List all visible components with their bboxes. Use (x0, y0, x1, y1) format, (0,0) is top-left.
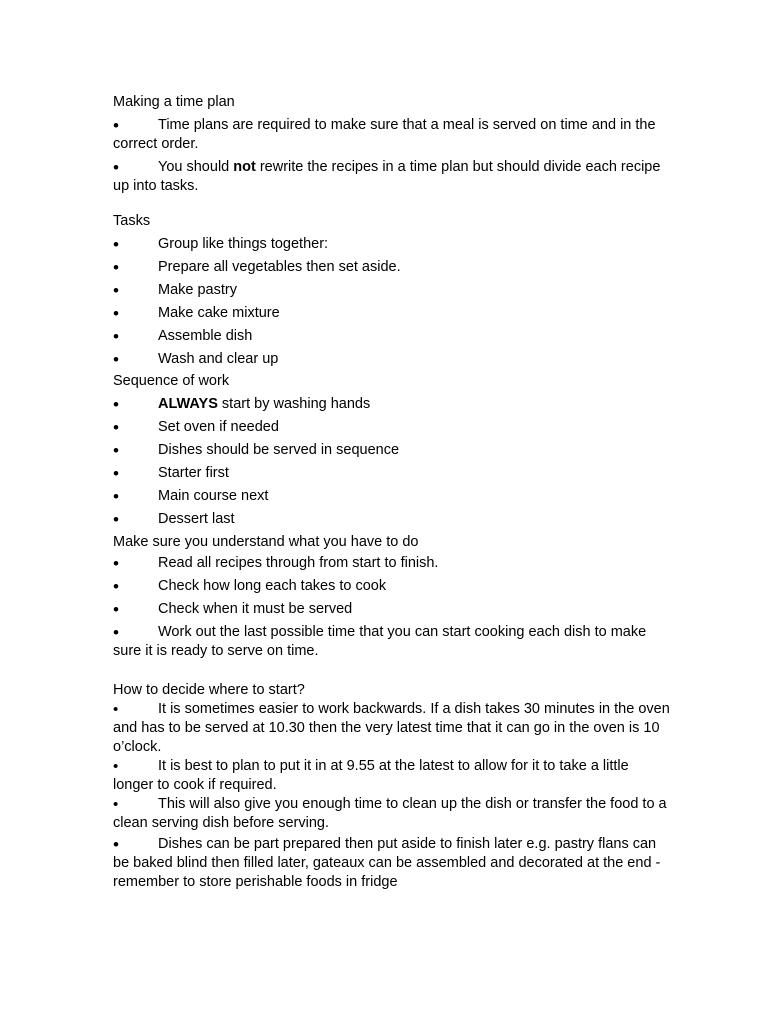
bullet-icon: • (113, 600, 119, 619)
list-item: • Group like things together: (113, 235, 329, 254)
section-where-to-start (113, 681, 673, 892)
bullet-icon: • (113, 487, 119, 506)
list-item: • Prepare all vegetables then set aside. (113, 258, 401, 277)
bullet-icon: • (113, 835, 119, 854)
bullet-icon: • (113, 796, 119, 813)
list-item: • Dishes can be part prepared then put aside to finish later e.g. pastry flans can be baked blind then filled later, gateaux can be assembled and decorated at the end - remember to store perishable foods in fridge (113, 835, 661, 890)
list-item: • Dishes should be served in sequence (113, 441, 400, 460)
bullet-icon: • (113, 395, 119, 414)
bullet-icon: • (113, 258, 119, 277)
list-item: • Set oven if needed (113, 418, 279, 437)
bullet-icon: • (113, 350, 119, 369)
bullet-icon: • (113, 510, 119, 529)
list-item: • You should not rewrite the recipes in a time plan but should divide each recipe up into tasks. (113, 158, 661, 194)
heading-where-to-start: How to decide where to start? (113, 682, 305, 698)
bullet-icon: • (113, 441, 119, 460)
list-item: • Assemble dish (113, 327, 253, 346)
list-item: • Make cake mixture (113, 304, 280, 323)
list-item: • Dessert last (113, 510, 235, 529)
list-item: • Wash and clear up (113, 350, 279, 369)
list-item: • Work out the last possible time that you can start cooking each dish to make sure it is ready to serve on time. (113, 623, 647, 659)
bullet-icon: • (113, 327, 119, 346)
list-item: • Main course next (113, 487, 269, 506)
list-item: • Check how long each takes to cook (113, 577, 387, 596)
heading-making-time-plan: Making a time plan (113, 94, 235, 110)
section-making-time-plan (113, 93, 673, 196)
bullet-icon: • (113, 577, 119, 596)
bullet-icon: • (113, 554, 119, 573)
bullet-icon: • (113, 158, 119, 177)
bullet-icon: • (113, 304, 119, 323)
bullet-icon: • (113, 464, 119, 483)
section-understand (113, 533, 673, 661)
bullet-icon: • (113, 235, 119, 254)
bullet-icon: • (113, 701, 119, 718)
list-item: • Starter first (113, 464, 229, 483)
list-item: • ALWAYS start by washing hands (113, 395, 371, 414)
bullet-icon: • (113, 758, 119, 775)
list-item: • It is best to plan to put it in at 9.55 at the latest to allow for it to take a little longer to cook if required. (113, 758, 629, 793)
list-item: • Time plans are required to make sure that a meal is served on time and in the correct order. (113, 116, 656, 152)
list-item: • It is sometimes easier to work backwards. If a dish takes 30 minutes in the oven and has to be served at 10.30 then the very latest time that it can go in the oven is 10 o’clock. (113, 701, 670, 755)
bullet-icon: • (113, 418, 119, 437)
list-item: • Check when it must be served (113, 600, 353, 619)
bullet-icon: • (113, 281, 119, 300)
list-item: • Read all recipes through from start to finish. (113, 554, 439, 573)
bullet-icon: • (113, 623, 119, 642)
heading-understand: Make sure you understand what you have to do (113, 534, 419, 550)
heading-tasks: Tasks (113, 213, 151, 229)
bullet-icon: • (113, 116, 119, 135)
list-item: • Make pastry (113, 281, 237, 300)
list-item: • This will also give you enough time to clean up the dish or transfer the food to a clean serving dish before serving. (113, 796, 667, 831)
section-tasks (113, 212, 673, 369)
section-sequence-of-work (113, 372, 673, 529)
heading-sequence-of-work: Sequence of work (113, 373, 230, 389)
